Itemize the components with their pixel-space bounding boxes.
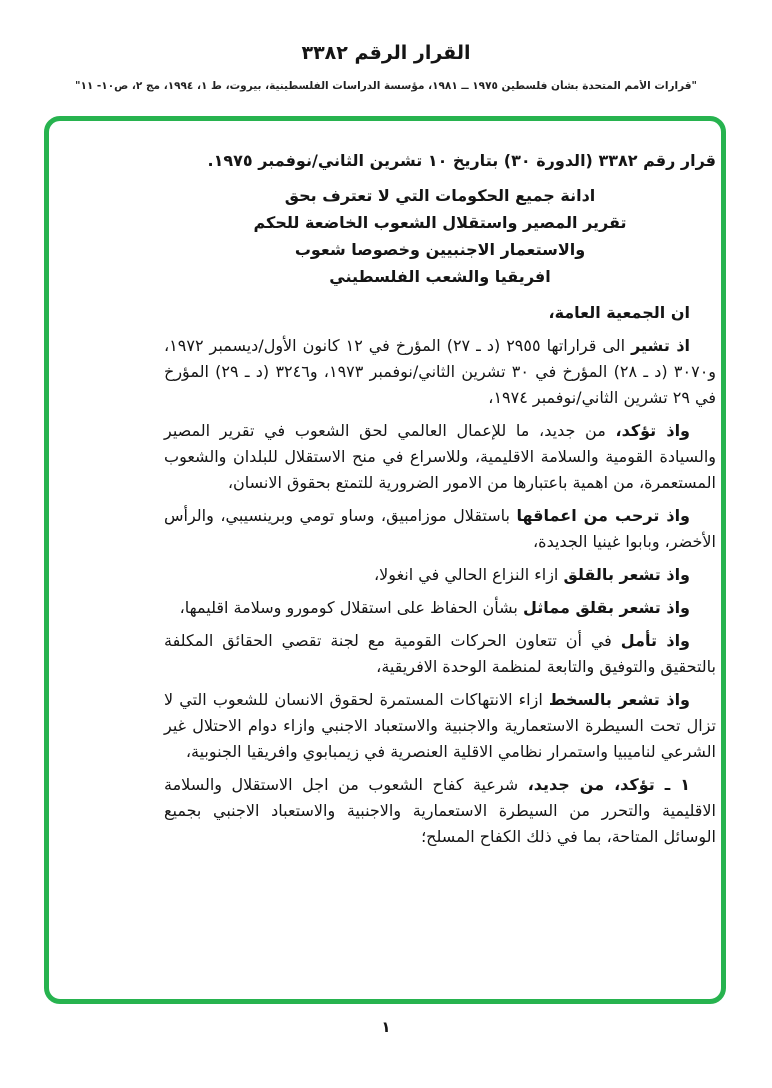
document-title: القرار الرقم ٣٣٨٢ [301,42,471,64]
paragraph-lead: واذ تشعر بالقلق [563,565,690,584]
paragraph-text: الى قراراتها ٢٩٥٥ (د ـ ٢٧) المؤرخ في ١٢ كانون الأول/ديسمبر ١٩٧٢، و٣٠٧٠ (د ـ ٢٨) المؤرخ في ٣٠ تشرين الثاني/نوفمبر ١٩٧٣، و٣٢٤٦ (د ـ ٢٩) المؤرخ في ٢٩ تشرين الثاني/نوفمبر ١٩٧٤، [164,336,717,407]
paragraph-indignant [164,687,716,765]
paragraph-text: بشأن الحفاظ على استقلال كومورو وسلامة اقليمها، [179,598,518,617]
paragraph-concerned [164,562,716,588]
source-citation: "قرارات الأمم المتحدة بشأن فلسطين ١٩٧٥ ــ ١٩٨١، مؤسسة الدراسات الفلسطينية، بيروت، ط ١، ١٩٩٤، مج ٢، ص١٠- ١١" [74,80,698,92]
paragraph-text: ازاء النزاع الحالي في انغولا، [374,565,559,584]
paragraph-equally-concerned [164,595,716,621]
paragraph-welcoming [164,503,716,555]
paragraph-lead: واذ تؤكد، [615,421,691,440]
paragraph-operative-1 [164,772,716,850]
paragraph-lead: واذ تأمل [620,631,691,650]
paragraph-hoping [164,628,716,680]
paragraph-preamble-opening [164,300,716,326]
heading-line: والاستعمار الاجنبيين وخصوصا شعوب [294,240,586,259]
resolution-heading [164,182,716,290]
paragraph-text: شرعية كفاح الشعوب من اجل الاستقلال والسلامة الاقليمية والتحرر من السيطرة الاستعمارية والاجنبية والاستعباد الاجنبي بجميع الوسائل المتاحة، بما في ذلك الكفاح المسلح؛ [164,775,716,846]
resolution-body [164,148,716,857]
heading-line: تقرير المصير واستقلال الشعوب الخاضعة للحكم [253,213,627,232]
paragraph-reaffirming [164,418,716,496]
paragraph-lead: واذ تشعر بقلق مماثل [522,598,690,617]
paragraph-text: ازاء الانتهاكات المستمرة لحقوق الانسان للشعوب التي لا تزال تحت السيطرة الاستعمارية والاجنبية والاستعباد الاجنبي وازاء دوام الاحتلال غير الشرعي لناميبيا واستمرار نظامي الاقلية العنصرية في زيمبابوي وافريقيا الجنوبية، [164,690,716,761]
heading-line: ادانة جميع الحكومات التي لا تعترف بحق [284,186,596,205]
paragraph-lead: ١ ـ تؤكد، من جديد، [527,775,691,794]
paragraph-text: في أن تتعاون الحركات القومية مع لجنة تقصي الحقائق المكلفة بالتحقيق والتوفيق والتابعة لمنظمة الوحدة الافريقية، [164,631,716,676]
paragraph-recalling [164,333,716,411]
paragraph-lead: واذ تشعر بالسخط [548,690,690,709]
page-number: ١ [381,1018,391,1036]
resolution-intro: قرار رقم ٣٣٨٢ (الدورة ٣٠) بتاريخ ١٠ تشرين الثاني/نوفمبر ١٩٧٥. [207,151,716,170]
paragraph-text: باستقلال موزامبيق، وساو تومي وبرينسيبي، والرأس الأخضر، وبابوا غينيا الجديدة، [164,506,716,551]
paragraph-text: من جديد، ما للإعمال العالمي لحق الشعوب في تقرير المصير والسيادة القومية والسلامة الاقليمية، وللاسراع في منح الاستقلال للبلدان والشعوب المستعمرة، من اهمية باعتبارها من الامور الضرورية للتمتع بحقوق الانسان، [164,421,716,492]
paragraph-lead: اذ تشير [631,336,691,355]
heading-line: افريقيا والشعب الفلسطيني [329,267,551,286]
paragraph-lead: واذ ترحب من اعماقها [516,506,690,525]
paragraph-lead: ان الجمعية العامة، [548,303,690,322]
